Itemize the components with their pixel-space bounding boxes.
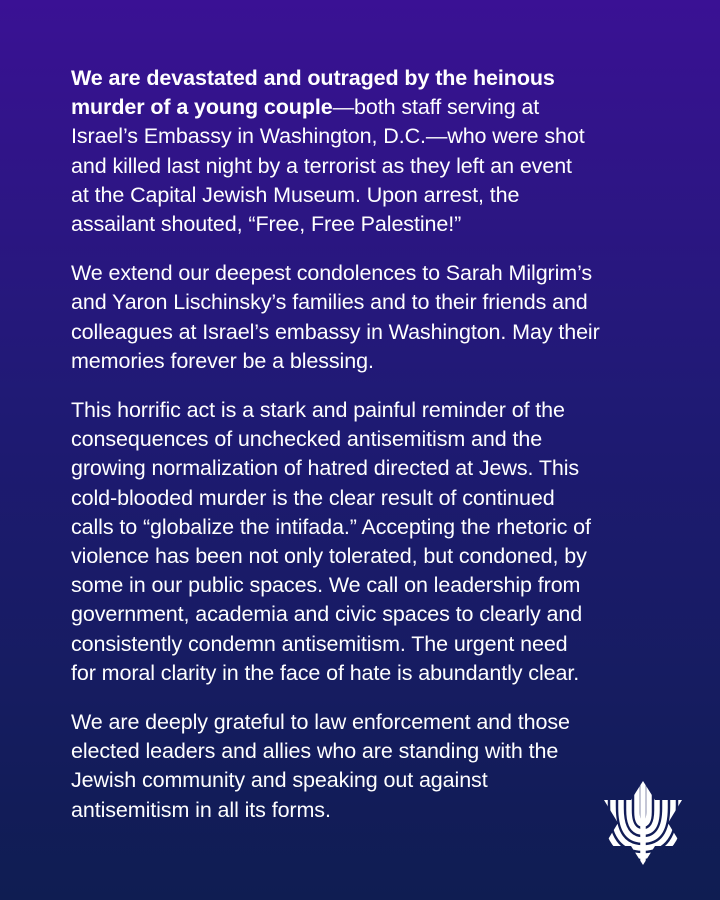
statement-lead-rest: —both staff serving at Israel’s Embassy in Washington, D.C.—who were shot and killed last night by a terrorist as they left an event at the Capital Jewish Museum. Upon arrest, the assailant shouted, “Free, Free Palestine!”: [71, 95, 585, 237]
statement-body: [71, 64, 691, 845]
statement-paragraph-1: [71, 64, 691, 239]
statement-paragraph-2: We extend our deepest condolences to Sarah Milgrim’s and Yaron Lischinsky’s families and to their friends and colleagues at Israel’s embassy in Washington. May their memories forever be a blessing.: [71, 261, 600, 373]
star-of-david-menorah-logo-icon: [598, 778, 688, 866]
statement-paragraph-3: This horrific act is a stark and painful reminder of the consequences of unchecked antisemitism and the growing normalization of hatred directed at Jews. This cold-blooded murder is the clear result of continued calls to “globalize the intifada.” Accepting the rhetoric of violence has been not only tolerated, but condoned, by some in our public spaces. We call on leadership from government, academia and civic spaces to clearly and consistently condemn antisemitism. The urgent need for moral clarity in the face of hate is abundantly clear.: [71, 398, 591, 685]
statement-lead-bold: We are devastated and outraged by the heinous murder of a young couple: [71, 66, 555, 120]
statement-paragraph-4: We are deeply grateful to law enforcement and those elected leaders and allies who are standing with the Jewish community and speaking out against antisemitism in all its forms.: [71, 710, 570, 822]
